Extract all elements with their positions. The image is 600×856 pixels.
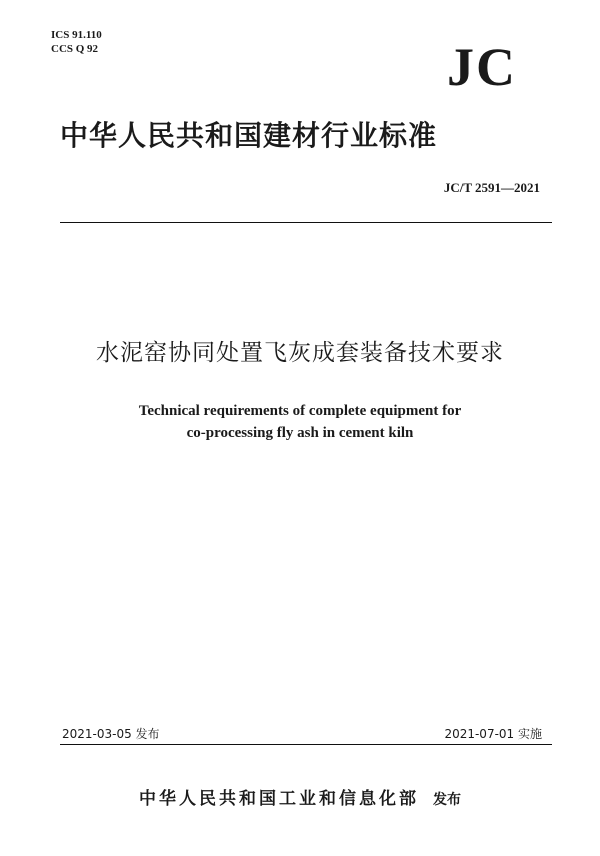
ics-code: ICS 91.110 (51, 29, 102, 41)
document-title-chinese: 水泥窑协同处置飞灰成套装备技术要求 (96, 340, 504, 366)
jc-logo: JC (447, 37, 517, 97)
top-divider (60, 222, 552, 223)
publisher-line (0, 784, 600, 809)
implementation-date: 2021-07-01 实施 (444, 727, 542, 741)
classification-codes (51, 28, 102, 56)
issue-date: 2021-03-05 发布 (62, 727, 160, 741)
english-title-line-1: Technical requirements of complete equipment for (138, 403, 462, 419)
bottom-divider (60, 744, 552, 745)
english-title-line-2: co-processing fly ash in cement kiln (186, 425, 414, 441)
standard-body-title: 中华人民共和国建材行业标准 (60, 119, 438, 152)
standard-number: JC/T 2591—2021 (443, 180, 540, 195)
publish-label: 发布 (433, 792, 461, 808)
ccs-code: CCS Q 92 (51, 43, 99, 55)
publisher-name: 中华人民共和国工业和信息化部 (139, 789, 419, 809)
document-title-english (0, 400, 600, 444)
